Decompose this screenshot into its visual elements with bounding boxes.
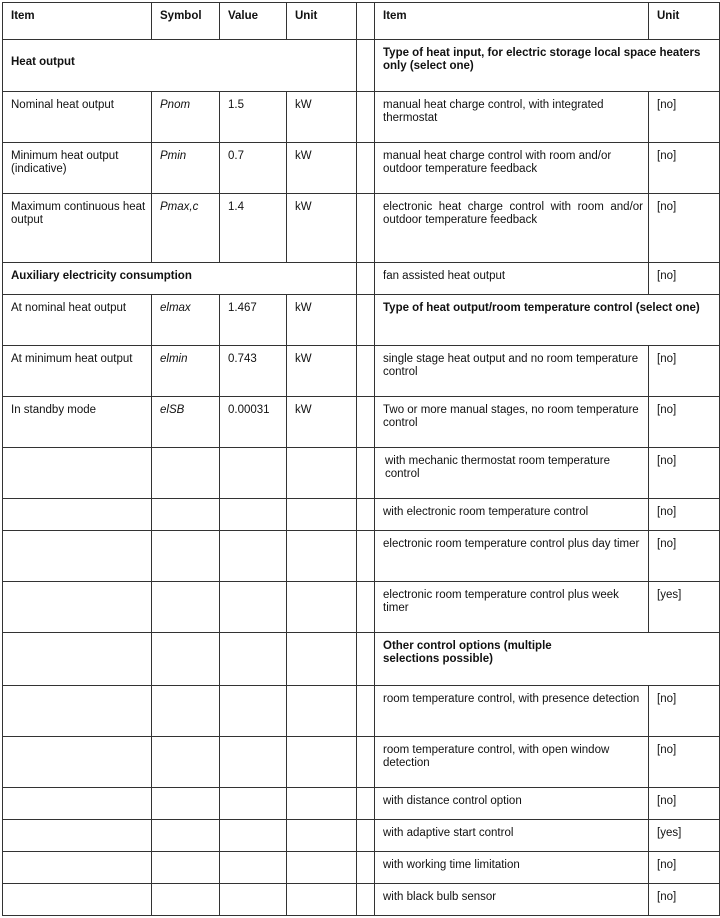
header-unit-right: Unit (649, 3, 720, 40)
value-cell: 0.7 (220, 143, 287, 194)
option-unit: [no] (649, 397, 720, 448)
empty-cell (152, 820, 220, 852)
section-other-controls: Other control options (multiple selections possible) (375, 633, 720, 686)
empty-cell (220, 448, 287, 499)
empty-cell (287, 852, 357, 884)
value-cell: 0.743 (220, 346, 287, 397)
gap-cell (357, 295, 375, 346)
option-item: room temperature control, with open window detection (375, 737, 649, 788)
empty-cell (152, 499, 220, 531)
empty-cell (220, 852, 287, 884)
empty-cell (287, 633, 357, 686)
option-item: with electronic room temperature control (375, 499, 649, 531)
option-item: fan assisted heat output (375, 263, 649, 295)
empty-cell (220, 737, 287, 788)
option-unit: [no] (649, 499, 720, 531)
table-row (3, 346, 720, 397)
heater-spec-table (2, 2, 720, 916)
gap-cell (357, 820, 375, 852)
empty-cell (287, 737, 357, 788)
header-item: Item (3, 3, 152, 40)
option-unit: [no] (649, 448, 720, 499)
empty-cell (287, 582, 357, 633)
option-item: with mechanic thermostat room temperature control (375, 448, 649, 499)
option-unit: [yes] (649, 582, 720, 633)
symbol-cell: elmin (152, 346, 220, 397)
empty-cell (3, 448, 152, 499)
symbol-cell: Pnom (152, 92, 220, 143)
gap-cell (357, 263, 375, 295)
gap-cell (357, 143, 375, 194)
gap-cell (357, 448, 375, 499)
header-unit: Unit (287, 3, 357, 40)
symbol-cell: elmax (152, 295, 220, 346)
option-item: electronic room temperature control plus week timer (375, 582, 649, 633)
option-item: manual heat charge control with room and/or outdoor temperature feedback (375, 143, 649, 194)
option-unit: [no] (649, 346, 720, 397)
option-item: single stage heat output and no room temperature control (375, 346, 649, 397)
gap-cell (357, 788, 375, 820)
empty-cell (287, 686, 357, 737)
value-cell: 1.467 (220, 295, 287, 346)
option-unit: [no] (649, 143, 720, 194)
item-cell: Minimum heat output (indicative) (3, 143, 152, 194)
gap-cell (357, 3, 375, 40)
empty-cell (152, 448, 220, 499)
gap-cell (357, 194, 375, 263)
gap-cell (357, 633, 375, 686)
empty-cell (152, 884, 220, 916)
section-row (3, 633, 720, 686)
header-value: Value (220, 3, 287, 40)
section-row (3, 263, 720, 295)
table-row (3, 531, 720, 582)
empty-cell (3, 499, 152, 531)
gap-cell (357, 884, 375, 916)
table-row (3, 820, 720, 852)
option-unit: [no] (649, 194, 720, 263)
item-cell: At nominal heat output (3, 295, 152, 346)
table-row (3, 852, 720, 884)
empty-cell (287, 788, 357, 820)
empty-cell (287, 531, 357, 582)
item-cell: Nominal heat output (3, 92, 152, 143)
unit-cell: kW (287, 194, 357, 263)
empty-cell (3, 686, 152, 737)
gap-cell (357, 531, 375, 582)
empty-cell (287, 448, 357, 499)
section-auxiliary: Auxiliary electricity consumption (3, 263, 357, 295)
header-item-right: Item (375, 3, 649, 40)
empty-cell (152, 686, 220, 737)
option-item: with distance control option (375, 788, 649, 820)
header-symbol: Symbol (152, 3, 220, 40)
gap-cell (357, 852, 375, 884)
table-row (3, 143, 720, 194)
empty-cell (287, 499, 357, 531)
table-row (3, 686, 720, 737)
value-cell: 0.00031 (220, 397, 287, 448)
empty-cell (3, 531, 152, 582)
unit-cell: kW (287, 143, 357, 194)
table-row (3, 737, 720, 788)
option-unit: [no] (649, 263, 720, 295)
option-item: manual heat charge control, with integrated thermostat (375, 92, 649, 143)
empty-cell (3, 884, 152, 916)
empty-cell (220, 633, 287, 686)
table-row (3, 194, 720, 263)
table-row (3, 295, 720, 346)
empty-cell (152, 582, 220, 633)
empty-cell (220, 531, 287, 582)
section-room-control: Type of heat output/room temperature control (select one) (375, 295, 720, 346)
option-unit: [no] (649, 788, 720, 820)
option-unit: [no] (649, 884, 720, 916)
empty-cell (220, 499, 287, 531)
gap-cell (357, 686, 375, 737)
table-row (3, 884, 720, 916)
symbol-cell: Pmin (152, 143, 220, 194)
item-cell: Maximum continuous heat output (3, 194, 152, 263)
table-row (3, 397, 720, 448)
option-item: with adaptive start control (375, 820, 649, 852)
empty-cell (3, 633, 152, 686)
empty-cell (220, 788, 287, 820)
gap-cell (357, 737, 375, 788)
empty-cell (220, 582, 287, 633)
empty-cell (220, 884, 287, 916)
empty-cell (287, 884, 357, 916)
table-row (3, 499, 720, 531)
section-heat-input: Type of heat input, for electric storage local space heaters only (select one) (375, 40, 720, 92)
gap-cell (357, 582, 375, 633)
option-unit: [no] (649, 92, 720, 143)
item-cell: At minimum heat output (3, 346, 152, 397)
empty-cell (152, 852, 220, 884)
option-unit: [no] (649, 531, 720, 582)
option-item: room temperature control, with presence detection (375, 686, 649, 737)
empty-cell (220, 686, 287, 737)
symbol-cell: Pmax,c (152, 194, 220, 263)
unit-cell: kW (287, 397, 357, 448)
empty-cell (3, 582, 152, 633)
header-row (3, 3, 720, 40)
empty-cell (152, 788, 220, 820)
empty-cell (152, 531, 220, 582)
value-cell: 1.4 (220, 194, 287, 263)
option-unit: [no] (649, 737, 720, 788)
table-row (3, 788, 720, 820)
option-item: electronic heat charge control with room and/or outdoor temperature feedback (375, 194, 649, 263)
option-unit: [no] (649, 852, 720, 884)
option-unit: [yes] (649, 820, 720, 852)
symbol-cell: elSB (152, 397, 220, 448)
option-item: electronic room temperature control plus day timer (375, 531, 649, 582)
empty-cell (152, 633, 220, 686)
empty-cell (3, 820, 152, 852)
table-row (3, 92, 720, 143)
unit-cell: kW (287, 346, 357, 397)
empty-cell (152, 737, 220, 788)
gap-cell (357, 499, 375, 531)
empty-cell (3, 788, 152, 820)
gap-cell (357, 40, 375, 92)
gap-cell (357, 397, 375, 448)
table-row (3, 582, 720, 633)
gap-cell (357, 92, 375, 143)
option-item: with black bulb sensor (375, 884, 649, 916)
unit-cell: kW (287, 295, 357, 346)
empty-cell (287, 820, 357, 852)
section-heat-output: Heat output (3, 40, 357, 92)
value-cell: 1.5 (220, 92, 287, 143)
empty-cell (220, 820, 287, 852)
unit-cell: kW (287, 92, 357, 143)
gap-cell (357, 346, 375, 397)
option-unit: [no] (649, 686, 720, 737)
item-cell: In standby mode (3, 397, 152, 448)
empty-cell (3, 852, 152, 884)
table-row (3, 448, 720, 499)
option-item: with working time limitation (375, 852, 649, 884)
option-item: Two or more manual stages, no room temperature control (375, 397, 649, 448)
empty-cell (3, 737, 152, 788)
section-row (3, 40, 720, 92)
